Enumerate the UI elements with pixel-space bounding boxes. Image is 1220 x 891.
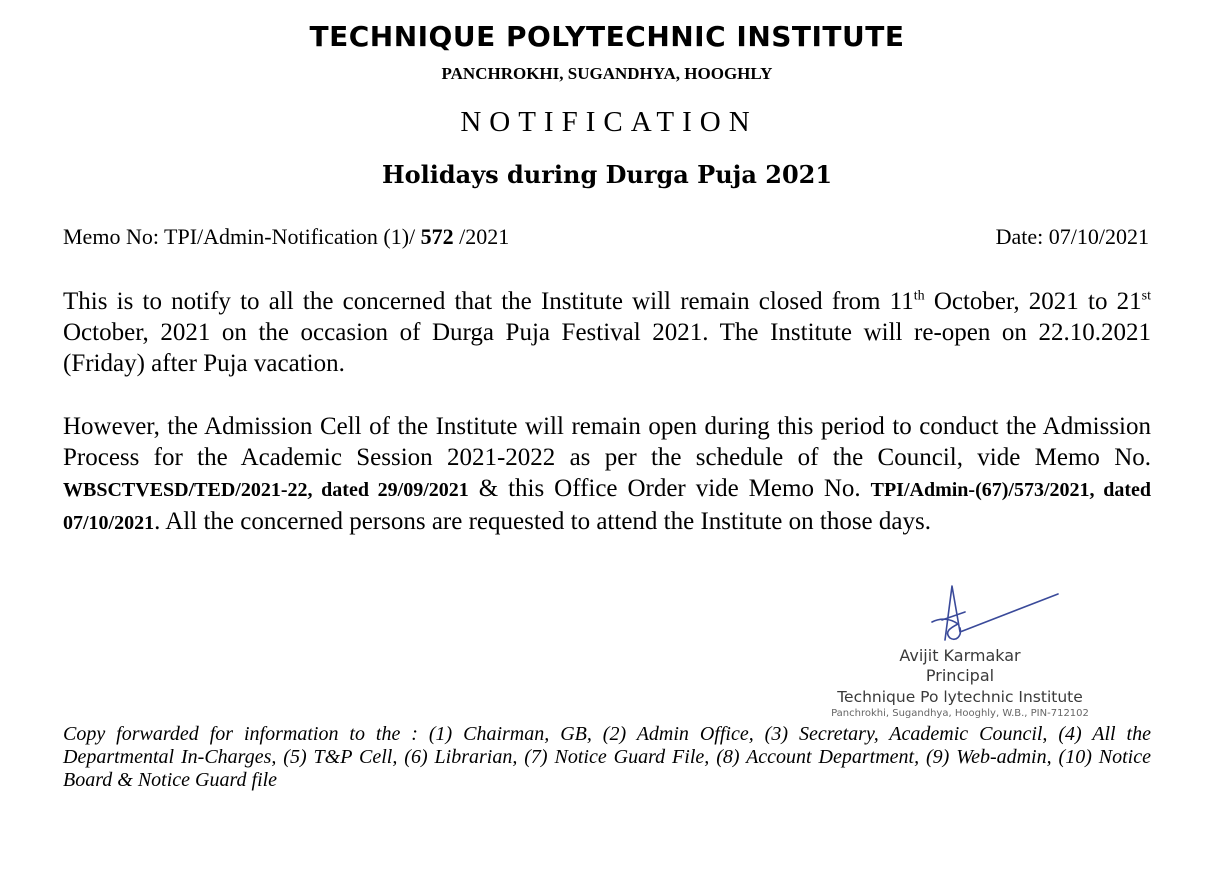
- memo-serial: 572: [420, 224, 454, 249]
- closure-sup-2: st: [1141, 288, 1151, 304]
- closure-text-3: October, 2021 on the occasion of Durga Puja Festival 2021. The Institute will re-open on 22.10.2021 (Friday) after Puja vacation.: [63, 319, 1151, 377]
- notice-type: NOTIFICATION: [460, 106, 758, 138]
- memo-suffix: /2021: [453, 224, 510, 249]
- closure-paragraph: [63, 286, 1151, 379]
- signatory-institute: Technique Po lytechnic Institute: [837, 688, 1083, 706]
- closure-text-2: October, 2021 to 21: [924, 288, 1142, 315]
- admission-text-3: . All the concerned persons are requested to attend the Institute on those days.: [154, 508, 931, 535]
- memo-prefix: Memo No: TPI/Admin-Notification (1)/: [63, 224, 421, 249]
- memo-line: [63, 224, 1149, 250]
- closure-text-1: This is to notify to all the concerned that the Institute will remain closed from 11: [63, 288, 914, 315]
- signatory-name: Avijit Karmakar: [899, 646, 1021, 665]
- admission-paragraph: [63, 411, 1151, 539]
- signatory-designation: Principal: [925, 666, 995, 685]
- copy-forwarded: Copy forwarded for information to the : (1) Chairman, GB, (2) Admin Office, (3) Secretary, Academic Council, (4) All the Departmental In-Charges, (5) T&P Cell, (6) Librarian, (7) Notice Guard File, (8) Account Department, (9) Web-admin, (10) Notice Board & Notice Guard file: [63, 723, 1151, 791]
- memo-number: [63, 224, 509, 250]
- signature-stamp: [820, 646, 1100, 721]
- institute-name: TECHNIQUE POLYTECHNIC INSTITUTE: [309, 20, 905, 53]
- signatory-address: Panchrokhi, Sugandhya, Hooghly, W.B., PIN-712102: [831, 708, 1089, 719]
- notice-subject: Holidays during Durga Puja 2021: [381, 160, 833, 189]
- council-memo-ref: WBSCTVESD/TED/2021-22, dated 29/09/2021: [63, 479, 469, 501]
- institute-address: PANCHROKHI, SUGANDHYA, HOOGHLY: [441, 64, 773, 83]
- closure-sup-1: th: [913, 288, 925, 304]
- memo-date: Date: 07/10/2021: [995, 224, 1149, 249]
- signature-block: [820, 574, 1100, 724]
- admission-text-1: However, the Admission Cell of the Institute will remain open during this period to conduct the Admission Process for the Academic Session 2021-2022 as per the schedule of the Council, vide Memo No.: [63, 413, 1151, 471]
- admission-text-2: & this Office Order vide Memo No.: [468, 475, 871, 502]
- handwritten-signature: [920, 582, 1060, 644]
- office-order-ref: TPI/Admin-(67)/573/2021, dated 07/10/2021: [63, 479, 1151, 534]
